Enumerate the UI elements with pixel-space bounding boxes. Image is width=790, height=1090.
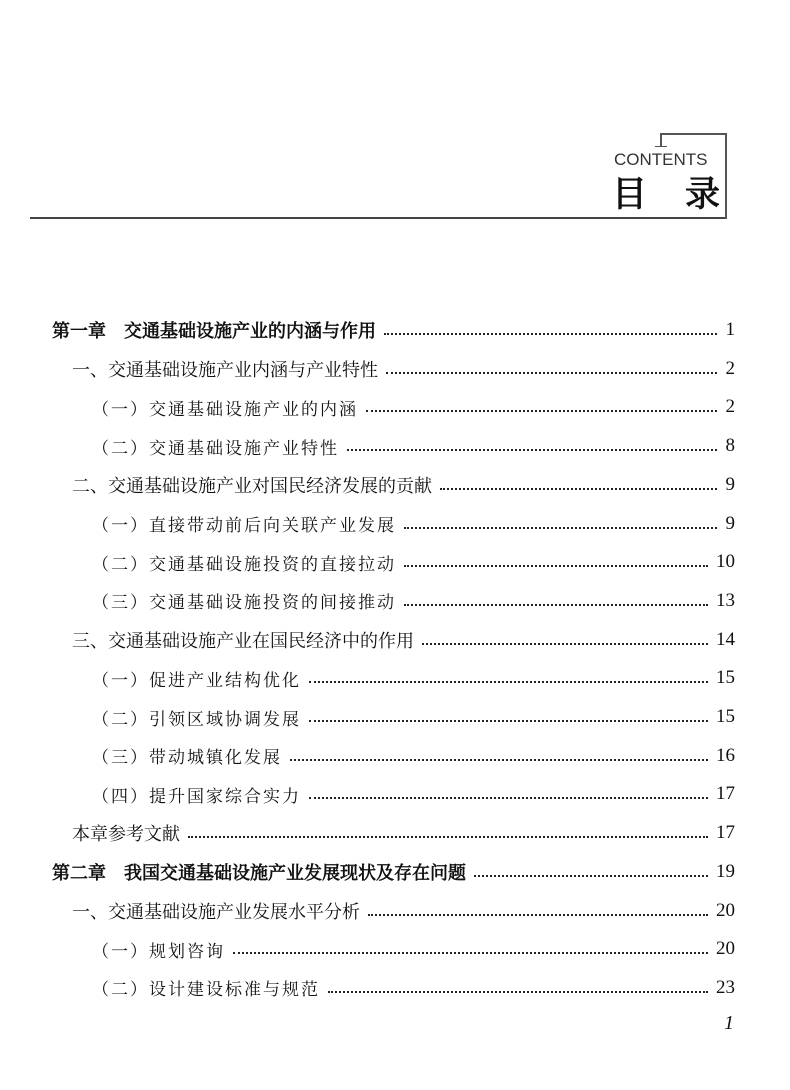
toc-entry-title: 一、交通基础设施产业发展水平分析 bbox=[72, 901, 360, 923]
toc-entry[interactable] bbox=[72, 814, 735, 852]
dot-leader bbox=[368, 914, 708, 916]
toc-entry[interactable] bbox=[92, 698, 735, 736]
toc-entry[interactable] bbox=[72, 350, 735, 388]
toc-entry-page: 15 bbox=[716, 667, 735, 689]
toc-entry[interactable] bbox=[92, 543, 735, 581]
toc-entry-page: 20 bbox=[716, 899, 735, 921]
toc-entry[interactable] bbox=[92, 582, 735, 620]
dot-leader bbox=[309, 681, 708, 683]
toc-entry-title: （二）设计建设标准与规范 bbox=[92, 980, 320, 1001]
contents-subtitle: CONTENTS bbox=[614, 150, 708, 169]
toc-entry[interactable] bbox=[72, 621, 735, 659]
dot-leader bbox=[309, 720, 708, 722]
toc-entry[interactable] bbox=[72, 892, 735, 930]
toc-entry[interactable] bbox=[92, 505, 735, 543]
dot-leader bbox=[328, 991, 708, 993]
toc-entry[interactable] bbox=[72, 466, 735, 504]
dot-leader bbox=[474, 875, 708, 877]
toc-entry-title: 第二章 我国交通基础设施产业发展现状及存在问题 bbox=[52, 862, 466, 884]
dot-leader bbox=[440, 488, 717, 490]
page-number: 1 bbox=[724, 1012, 734, 1034]
dot-leader bbox=[404, 565, 708, 567]
dot-leader bbox=[386, 372, 717, 374]
toc-entry-page: 20 bbox=[716, 938, 735, 960]
toc-entry-title: （四）提升国家综合实力 bbox=[92, 786, 301, 807]
toc-entry[interactable] bbox=[92, 737, 735, 775]
toc-entry-title: 三、交通基础设施产业在国民经济中的作用 bbox=[72, 630, 414, 652]
toc-entry-page: 8 bbox=[725, 435, 735, 457]
dot-leader bbox=[233, 952, 708, 954]
toc-entry-title: （一）直接带动前后向关联产业发展 bbox=[92, 516, 396, 536]
header-frame-tick bbox=[660, 133, 662, 147]
toc-entry[interactable] bbox=[92, 427, 735, 465]
toc-entry-page: 2 bbox=[725, 396, 735, 418]
toc-entry-page: 14 bbox=[716, 628, 735, 650]
dot-leader bbox=[366, 410, 717, 412]
toc-entry-page: 13 bbox=[716, 589, 735, 611]
toc-entry-page: 16 bbox=[716, 744, 735, 766]
toc-entry-page: 19 bbox=[716, 860, 735, 882]
toc-entry-title: （一）交通基础设施产业的内涵 bbox=[92, 399, 358, 420]
toc-entry[interactable] bbox=[92, 775, 735, 813]
toc-entry-title: （一）规划咨询 bbox=[92, 941, 225, 962]
toc-entry-title: 第一章 交通基础设施产业的内涵与作用 bbox=[52, 321, 376, 342]
header-frame-top bbox=[660, 133, 727, 135]
toc-entry[interactable] bbox=[92, 969, 735, 1007]
dot-leader bbox=[404, 527, 717, 529]
toc-entry-title: （一）促进产业结构优化 bbox=[92, 670, 301, 691]
dot-leader bbox=[384, 333, 717, 335]
toc-entry-page: 1 bbox=[725, 319, 735, 340]
toc-entry[interactable] bbox=[52, 311, 735, 349]
toc-entry-page: 15 bbox=[716, 706, 735, 727]
dot-leader bbox=[404, 604, 708, 606]
toc-entry-title: （三）带动城镇化发展 bbox=[92, 748, 282, 769]
toc-entry-title: 一、交通基础设施产业内涵与产业特性 bbox=[72, 359, 378, 381]
toc-entry-page: 10 bbox=[716, 551, 735, 573]
page-title: 目录 bbox=[612, 175, 759, 215]
dot-leader bbox=[309, 797, 708, 799]
toc-entry-title: （二）引领区域协调发展 bbox=[92, 709, 301, 730]
toc-entry-page: 17 bbox=[716, 822, 735, 844]
toc-entry-title: （二）交通基础设施产业特性 bbox=[92, 438, 339, 459]
toc-entry-page: 17 bbox=[716, 783, 735, 805]
header-frame-tick-foot bbox=[655, 146, 667, 147]
toc-entry-page: 2 bbox=[725, 357, 735, 379]
toc-entry[interactable] bbox=[92, 388, 735, 426]
dot-leader bbox=[188, 836, 708, 838]
toc-entry-title: 二、交通基础设施产业对国民经济发展的贡献 bbox=[72, 475, 432, 497]
dot-leader bbox=[347, 449, 717, 451]
dot-leader bbox=[290, 759, 708, 761]
toc-entry-page: 23 bbox=[716, 976, 735, 998]
toc-entry-page: 9 bbox=[725, 512, 735, 534]
toc-entry-page: 9 bbox=[725, 473, 735, 495]
toc-entry[interactable] bbox=[92, 930, 735, 968]
toc-entry[interactable] bbox=[92, 659, 735, 697]
toc-entry-title: （二）交通基础设施投资的直接拉动 bbox=[92, 554, 396, 575]
toc-entry-title: （三）交通基础设施投资的间接推动 bbox=[92, 593, 396, 614]
toc-entry-title: 本章参考文献 bbox=[72, 824, 180, 846]
toc-entry[interactable] bbox=[52, 853, 735, 891]
dot-leader bbox=[422, 643, 708, 645]
header-rule bbox=[30, 217, 726, 219]
